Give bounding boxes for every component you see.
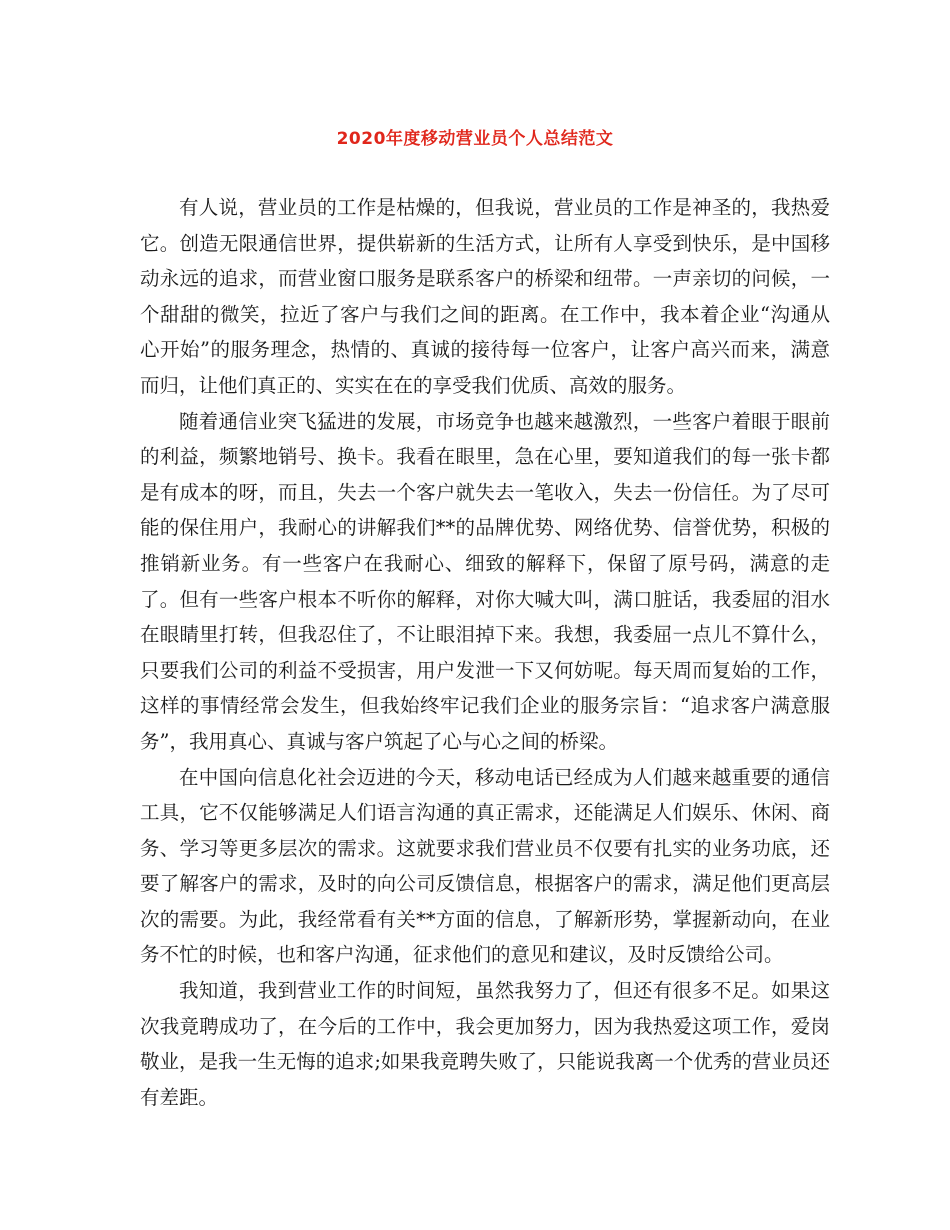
paragraph: 随着通信业突飞猛进的发展，市场竞争也越来越激烈，一些客户着眼于眼前的利益，频繁地销号、换卡。我看在眼里，急在心里，要知道我们的每一张卡都是有成本的呀，而且，失去一个客户就失去一笔收入，失去一份信任。为了尽可能的保住用户，我耐心的讲解我们**的品牌优势、网络优势、信誉优势，积极的推销新业务。有一些客户在我耐心、细致的解释下，保留了原号码，满意的走了。但有一些客户根本不听你的解释，对你大喊大叫，满口脏话，我委屈的泪水在眼睛里打转，但我忍住了，不让眼泪掉下来。我想，我委屈一点儿不算什么，只要我们公司的利益不受损害，用户发泄一下又何妨呢。每天周而复始的工作，这样的事情经常会发生，但我始终牢记我们企业的服务宗旨：“追求客户满意服务”，我用真心、真诚与客户筑起了心与心之间的桥梁。 [140,409,830,753]
paragraph: 在中国向信息化社会迈进的今天，移动电话已经成为人们越来越重要的通信工具，它不仅能够满足人们语言沟通的真正需求，还能满足人们娱乐、休闲、商务、学习等更多层次的需求。这就要求我们营业员不仅要有扎实的业务功底，还要了解客户的需求，及时的向公司反馈信息，根据客户的需求，满足他们更高层次的需要。为此，我经常看有关**方面的信息，了解新形势，掌握新动向，在业务不忙的时候，也和客户沟通，征求他们的意见和建议，及时反馈给公司。 [140,765,830,967]
paragraph: 有人说，营业员的工作是枯燥的，但我说，营业员的工作是神圣的，我热爱它。创造无限通信世界，提供崭新的生活方式，让所有人享受到快乐，是中国移动永远的追求，而营业窗口服务是联系客户的桥梁和纽带。一声亲切的问候，一个甜甜的微笑，拉近了客户与我们之间的距离。在工作中，我本着企业“沟通从心开始”的服务理念，热情的、真诚的接待每一位客户，让客户高兴而来，满意而归，让他们真正的、实实在在的享受我们优质、高效的服务。 [140,196,830,397]
paragraph: 我知道，我到营业工作的时间短，虽然我努力了，但还有很多不足。如果这次我竟聘成功了，在今后的工作中，我会更加努力，因为我热爱这项工作，爱岗敬业，是我一生无悔的追求;如果我竟聘失败了，只能说我离一个优秀的营业员还有差距。 [140,979,830,1109]
document-body [140,190,830,1115]
document-title: 2020年度移动营业员个人总结范文 [336,129,614,149]
